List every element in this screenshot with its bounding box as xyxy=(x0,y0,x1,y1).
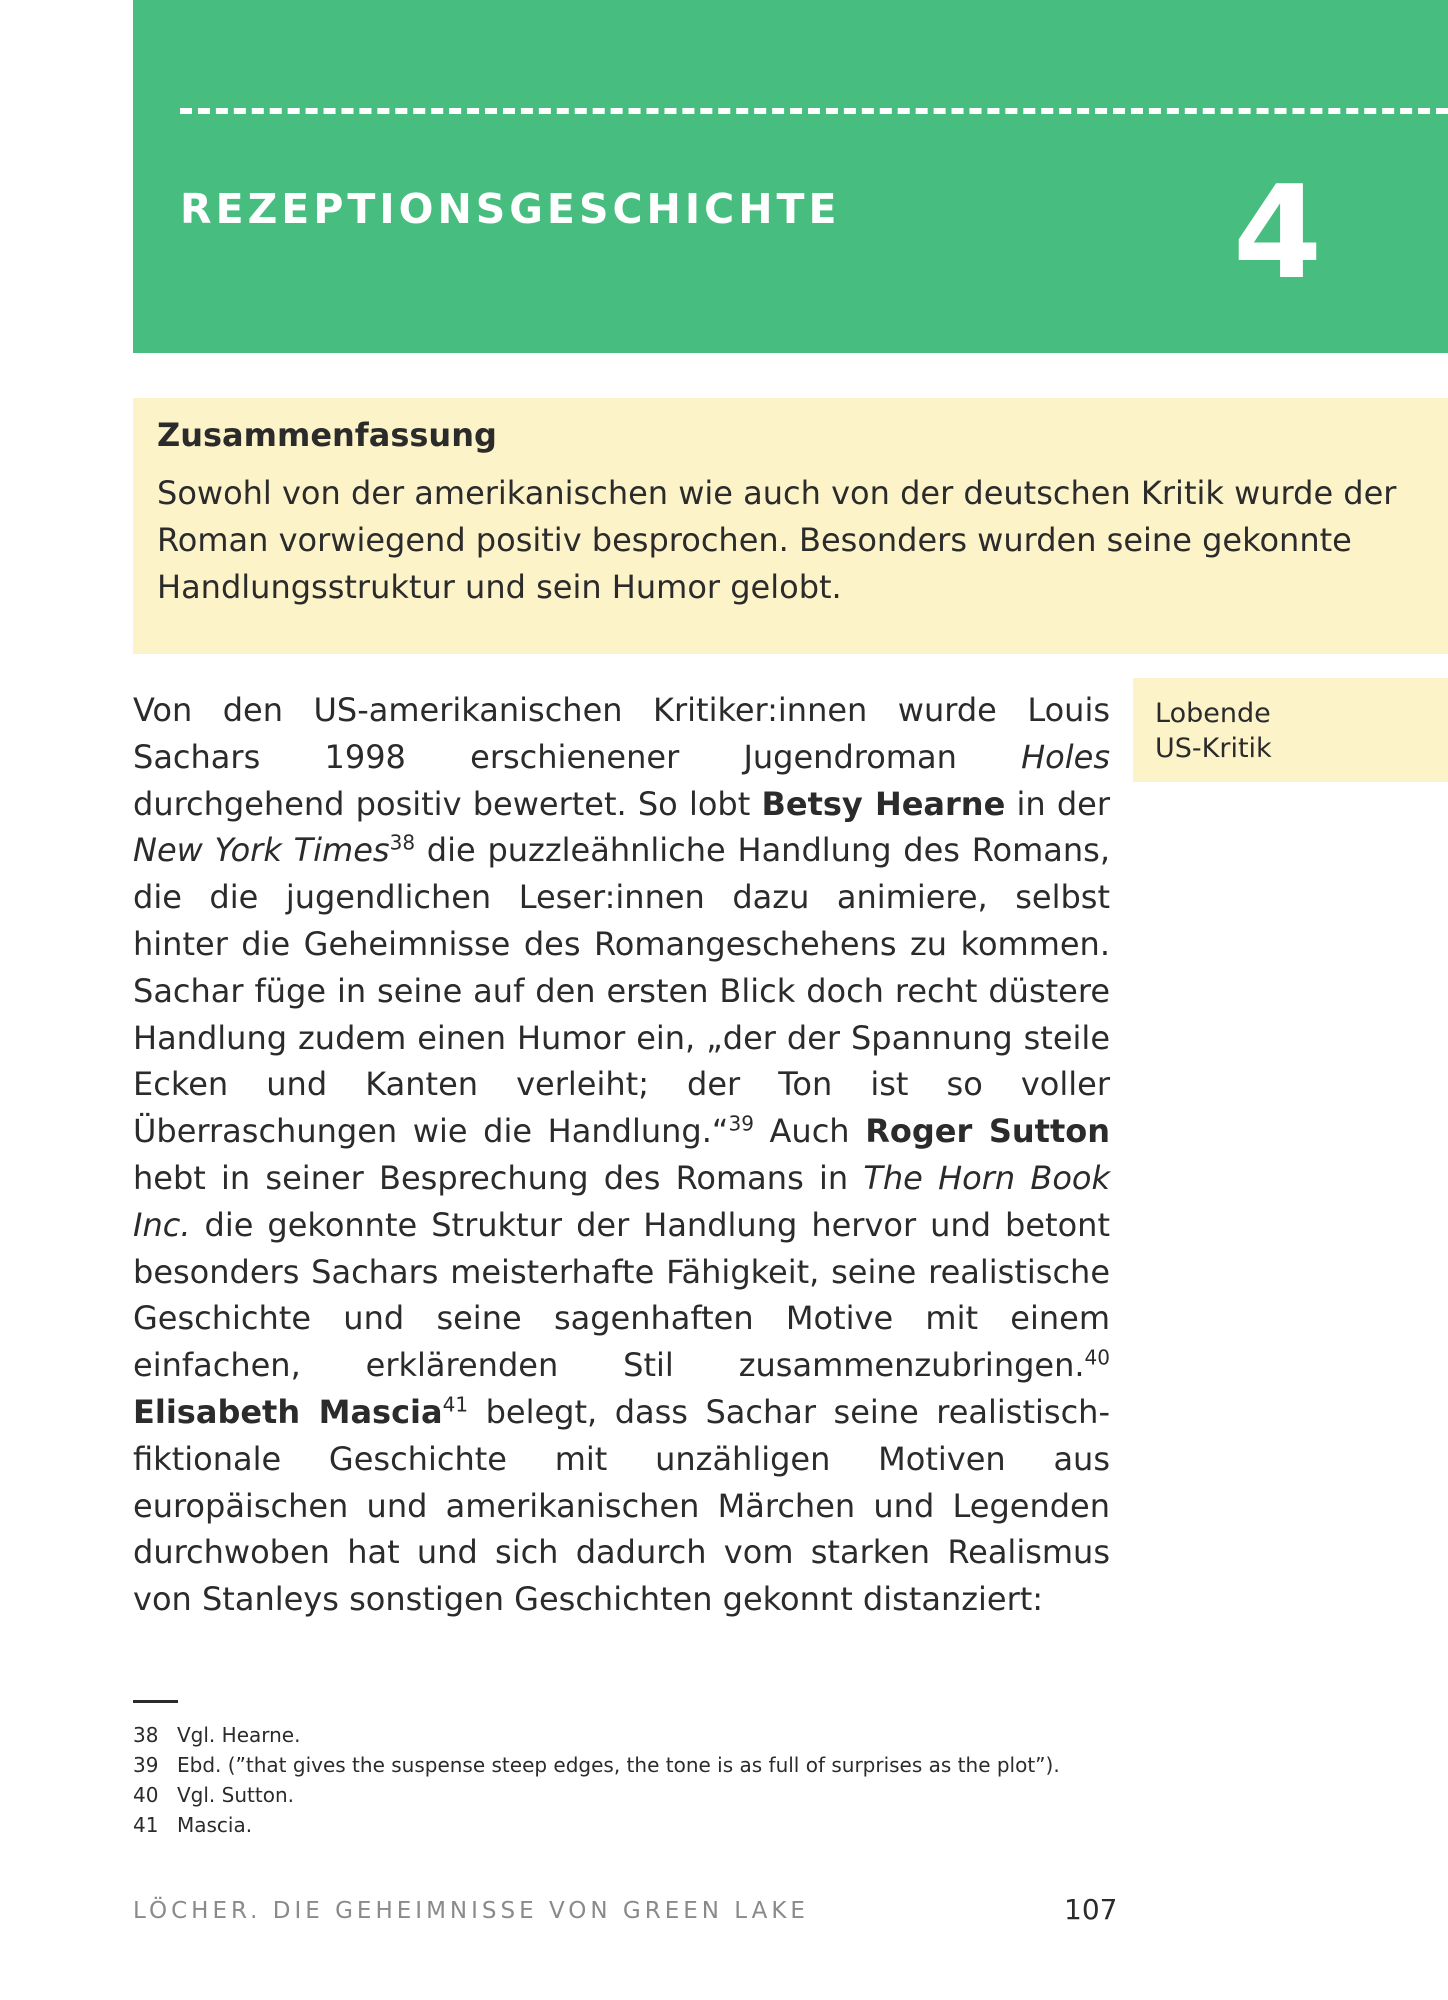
body-text-segment: die gekonnte Struktur der Handlung hervor und betont besonders Sachars meisterhafte Fähigkeit, seine realistische Geschichte und seine sagenhaften Motive mit einem einfachen, erklärenden Stil zusammenzubringen. xyxy=(133,1205,1110,1385)
body-text-segment: in der xyxy=(1005,784,1111,823)
footnote-number: 38 xyxy=(133,1723,159,1747)
footnote-text: Mascia. xyxy=(177,1813,253,1837)
body-paragraph xyxy=(133,687,1110,1623)
footnote-number: 40 xyxy=(133,1783,159,1807)
footnote-ref-41: 41 xyxy=(442,1392,469,1417)
summary-box xyxy=(133,398,1448,654)
book-title-holes: Holes xyxy=(1021,737,1110,776)
footnotes xyxy=(133,1720,1233,1840)
footnote-ref-39: 39 xyxy=(728,1111,754,1136)
footnote-ref-38: 38 xyxy=(389,830,416,855)
footnote xyxy=(133,1720,1233,1750)
footnote xyxy=(133,1810,1233,1840)
critic-name-mascia: Elisabeth Mascia xyxy=(133,1392,443,1431)
publication-horn-book: The Horn Book Inc. xyxy=(133,1158,1111,1244)
publication-nyt: New York Times xyxy=(133,831,390,870)
chapter-number: 4 xyxy=(1233,159,1323,308)
header-dashed-line xyxy=(180,108,1448,114)
footnote xyxy=(133,1780,1233,1810)
body-text-segment: Von den US-amerikanischen Kritiker:innen wurde Louis Sachars 1998 erschienener Jugendroman xyxy=(133,691,1110,776)
critic-name-sutton: Roger Sutton xyxy=(865,1112,1111,1151)
footnote-ref-40: 40 xyxy=(1084,1345,1110,1370)
chapter-title: REZEPTIONSGESCHICHTE xyxy=(180,185,841,233)
footnote-text: Vgl. Sutton. xyxy=(177,1783,294,1807)
footnote-text: Ebd. (”that gives the suspense steep edges, the tone is as full of surprises as the plot”). xyxy=(177,1753,1060,1777)
margin-note-line-2: US-Kritik xyxy=(1155,733,1272,764)
summary-heading: Zusammenfassung xyxy=(157,416,497,454)
body-text-segment: Auch xyxy=(753,1112,866,1151)
body-text-segment: die puzzleähnliche Handlung des Romans, die die jugendlichen Leser:innen dazu animiere, selbst hinter die Geheimnisse des Romangeschehens zu kommen. Sachar füge in seine auf den ersten Blick doch recht düstere Handlung zudem einen Humor ein, „der der Spannung steile Ecken und Kanten verleiht; der Ton ist so voller Überraschungen wie die Handlung.“ xyxy=(133,831,1111,1151)
running-footer-title: LÖCHER. DIE GEHEIMNISSE VON GREEN LAKE xyxy=(133,1898,809,1924)
margin-note-line-1: Lobende xyxy=(1155,698,1271,729)
footnote-number: 41 xyxy=(133,1813,159,1837)
footnote-number: 39 xyxy=(133,1753,159,1777)
footnote-divider xyxy=(133,1700,178,1703)
page-number: 107 xyxy=(1064,1893,1118,1926)
body-text-segment: belegt, dass Sachar seine realistisch-fiktionale Geschichte mit unzähligen Motiven aus europäischen und amerikanischen Märchen und Legenden durchwoben hat und sich dadurch vom starken Realismus von Stanleys sonstigen Geschichten gekonnt distanziert: xyxy=(133,1392,1111,1619)
critic-name-hearne: Betsy Hearne xyxy=(761,784,1006,823)
footnote xyxy=(133,1750,1233,1780)
body-text-segment: hebt in seiner Besprechung des Romans in xyxy=(133,1158,864,1197)
body-text-segment: durchgehend positiv bewertet. So lobt xyxy=(133,784,762,823)
summary-text: Sowohl von der amerikanischen wie auch von der deutschen Kritik wurde der Roman vorwiegend positiv besprochen. Besonders wurden seine gekonnte Handlungsstruktur und sein Humor gelobt. xyxy=(157,474,1397,606)
footnote-text: Vgl. Hearne. xyxy=(177,1723,301,1747)
margin-note xyxy=(1133,678,1448,782)
